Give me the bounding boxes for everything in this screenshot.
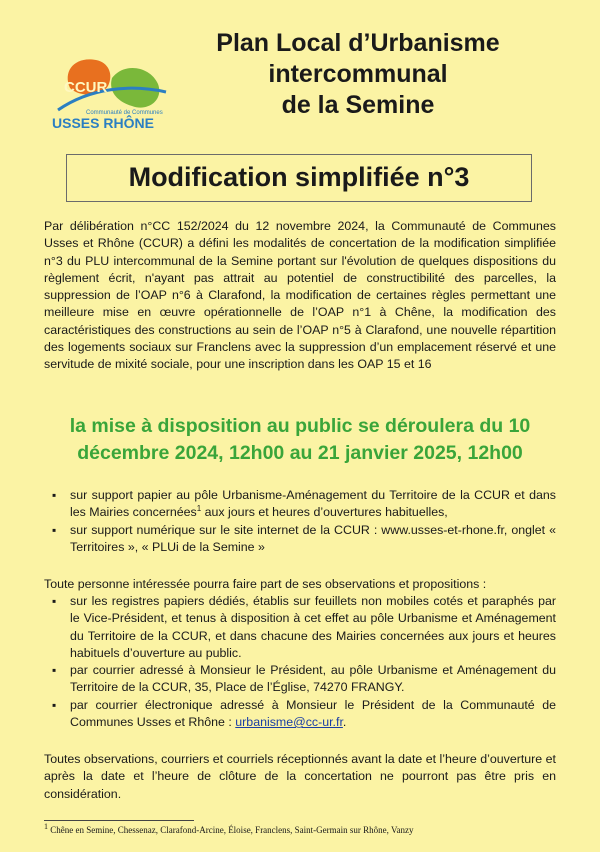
- support-paper-text: sur support papier au pôle Urbanisme-Aménagement du Territoire de la CCUR et dans les Mairies concernées: [70, 488, 556, 520]
- title-line-1: Plan Local d’Urbanisme: [216, 29, 500, 57]
- footnote-ref: 1: [196, 504, 202, 514]
- email-link[interactable]: urbanisme@cc-ur.fr: [235, 715, 343, 730]
- closing-paragraph: Toutes observations, courriers et courriels réceptionnés avant la date et l’heure d’ouverture et après la date et l’heure de clôture de la concertation ne pourront pas être pris en considération.: [44, 752, 556, 801]
- footnote-divider: [44, 820, 194, 821]
- title-line-2: intercommunal: [268, 60, 448, 88]
- list-item: [44, 593, 556, 662]
- notice-line-2: décembre 2024, 12h00 au 21 janvier 2025, 12h00: [77, 442, 523, 464]
- public-availability-notice: [30, 413, 570, 467]
- list-item: [44, 522, 556, 557]
- list-item: [44, 697, 556, 732]
- list-item: [44, 487, 556, 522]
- footnote-mark: 1: [44, 822, 48, 831]
- logo-name: USSES RHÔNE: [52, 115, 154, 131]
- email-text-end: .: [342, 715, 347, 730]
- registers-text: sur les registres papiers dédiés, établis sur feuillets non mobiles cotés et paraphés par le Vice-Président, et tenus à disposition à cet effet au pôle Urbanisme et Aménagement du Territoire de la CCUR, et dans chacune des Mairies concernées aux jours et heures habituels d’ouverture au public.: [70, 594, 556, 660]
- modification-title-box: Modification simplifiée n°3: [66, 154, 532, 202]
- support-digital-text: sur support numérique sur le site internet de la CCUR : www.usses-et-rhone.fr, onglet « Territoires », « PLUi de la Semine »: [70, 522, 556, 554]
- support-paper-text-end: aux jours et heures d’ouvertures habituelles,: [201, 505, 448, 520]
- footnote-text: Chêne en Semine, Chessenaz, Clarafond-Arcine, Éloise, Franclens, Saint-Germain sur Rhône, Vanzy: [48, 825, 414, 835]
- ccur-logo: [50, 48, 175, 138]
- observations-list: [44, 593, 556, 731]
- list-item: [44, 662, 556, 697]
- notice-line-1: la mise à disposition au public se déroulera du 10: [69, 415, 531, 437]
- footnote: [44, 824, 564, 836]
- observations-intro: Toute personne intéressée pourra faire part de ses observations et propositions :: [44, 577, 487, 591]
- postal-mail-text: par courrier adressé à Monsieur le Président, au pôle Urbanisme et Aménagement du Territoire de la CCUR, 35, Place de l’Église, 74270 FRANGY.: [70, 663, 556, 695]
- intro-paragraph: Par délibération n°CC 152/2024 du 12 novembre 2024, la Communauté de Communes Usses et Rhône (CCUR) a défini les modalités de concertation de la modification simplifiée n°3 du PLU intercommunal de la Semine portant sur l'évolution de quelques dispositions du règlement écrit, n'ayant pas attrait au potentiel de constructibilité des parcelles, la suppression de l’OAP n°6 à Clarafond, la modification de certaines règles permettant une meilleure mise en œuvre opérationnelle de l’OAP n°1 à Chêne, la modification des caractéristiques des constructions au sein de l’OAP n°5 à Clarafond, une nouvelle répartition des logements sociaux sur Franclens avec la suppression d’un emplacement réservé et une servitude de mixité sociale, pour une inscription dans les OAP 15 et 16: [44, 219, 556, 372]
- logo-subtitle: Communauté de Communes: [86, 110, 163, 116]
- logo-ccur-text: CCUR: [64, 79, 108, 96]
- title-line-3: de la Semine: [281, 91, 435, 119]
- support-list: [44, 487, 556, 556]
- email-text: par courrier électronique adressé à Monsieur le Président de la Communauté de Communes Usses et Rhône :: [70, 697, 556, 730]
- page-title: [178, 28, 538, 121]
